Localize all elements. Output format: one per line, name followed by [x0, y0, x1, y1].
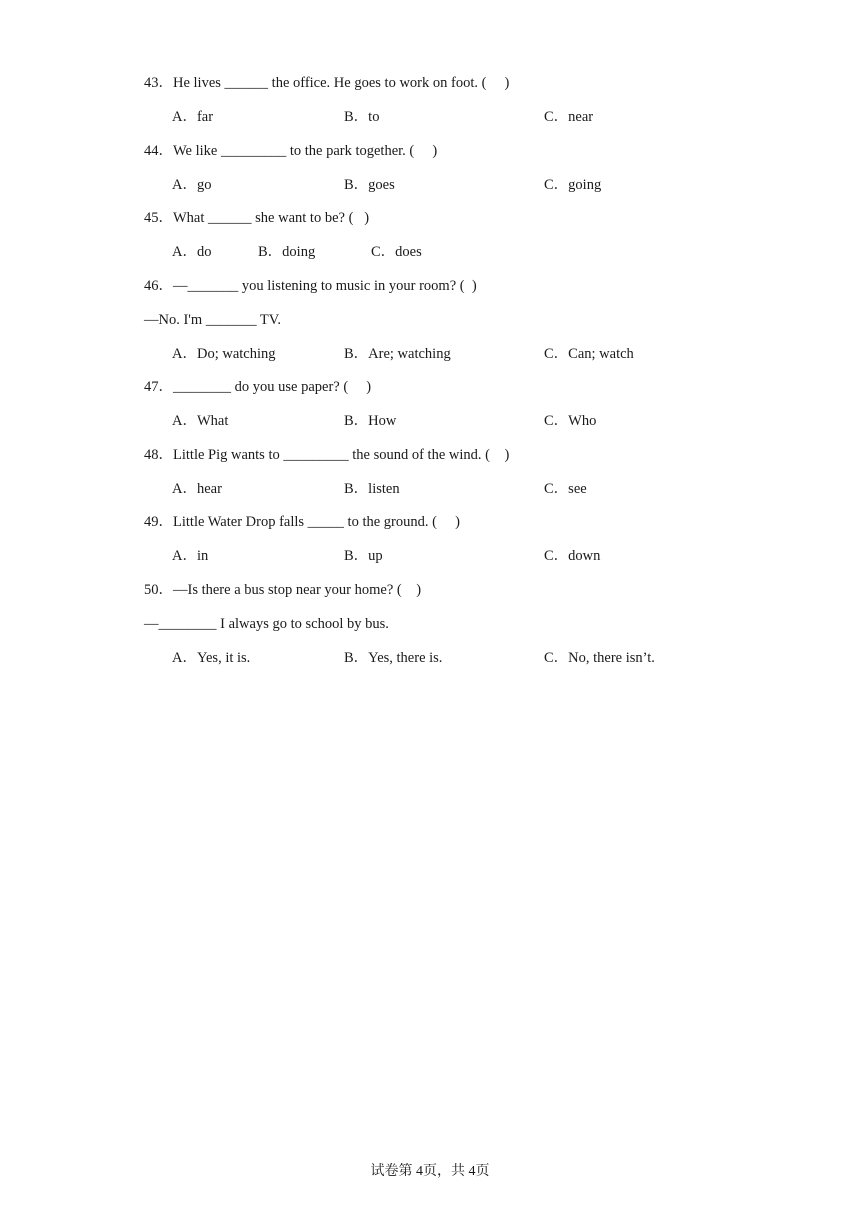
question-47-option-a: A．What [172, 413, 229, 429]
question-46-option-b: B．Are; watching [344, 346, 451, 362]
question-44-option-b: B．goes [344, 177, 395, 193]
question-49-option-b: B．up [344, 548, 383, 564]
question-46-stem: 46．—_______ you listening to music in your room? ( ) [144, 278, 477, 294]
question-50-stem: 50．—Is there a bus stop near your home? ( ) [144, 582, 422, 598]
question-45-option-b: B．doing [258, 244, 316, 260]
question-44-option-a: A．go [172, 177, 212, 193]
question-46-option-c: C．Can; watch [544, 346, 634, 362]
question-46-option-a: A．Do; watching [172, 346, 276, 362]
question-45-option-c: C．does [371, 244, 422, 260]
question-43-stem: 43．He lives ______ the office. He goes to work on foot. ( ) [144, 75, 510, 91]
question-48-option-a: A．hear [172, 481, 222, 497]
question-50-response: —________ I always go to school by bus. [144, 616, 389, 632]
question-49-option-c: C．down [544, 548, 601, 564]
question-43-option-b: B．to [344, 109, 380, 125]
question-44-stem: 44．We like _________ to the park together. ( ) [144, 143, 438, 159]
question-48-stem: 48．Little Pig wants to _________ the sound of the wind. ( ) [144, 447, 510, 463]
question-50-option-c: C．No, there isn’t. [544, 650, 655, 666]
question-46-response: —No. I'm _______ TV. [144, 312, 282, 328]
question-45-stem: 45．What ______ she want to be? ( ) [144, 210, 370, 226]
question-47-option-b: B．How [344, 413, 397, 429]
question-49-option-a: A．in [172, 548, 209, 564]
question-47-option-c: C．Who [544, 413, 597, 429]
question-50-option-b: B．Yes, there is. [344, 650, 443, 666]
question-49-stem: 49．Little Water Drop falls _____ to the ground. ( ) [144, 514, 460, 530]
question-48-option-c: C．see [544, 481, 587, 497]
question-45-option-a: A．do [172, 244, 212, 260]
question-50-option-a: A．Yes, it is. [172, 650, 251, 666]
question-44-option-c: C．going [544, 177, 602, 193]
question-43-option-a: A．far [172, 109, 214, 125]
question-47-stem: 47．________ do you use paper? ( ) [144, 379, 372, 395]
question-48-option-b: B．listen [344, 481, 400, 497]
question-43-option-c: C．near [544, 109, 594, 125]
page-footer: 试卷第 4页，共 4页 [370, 1164, 490, 1179]
